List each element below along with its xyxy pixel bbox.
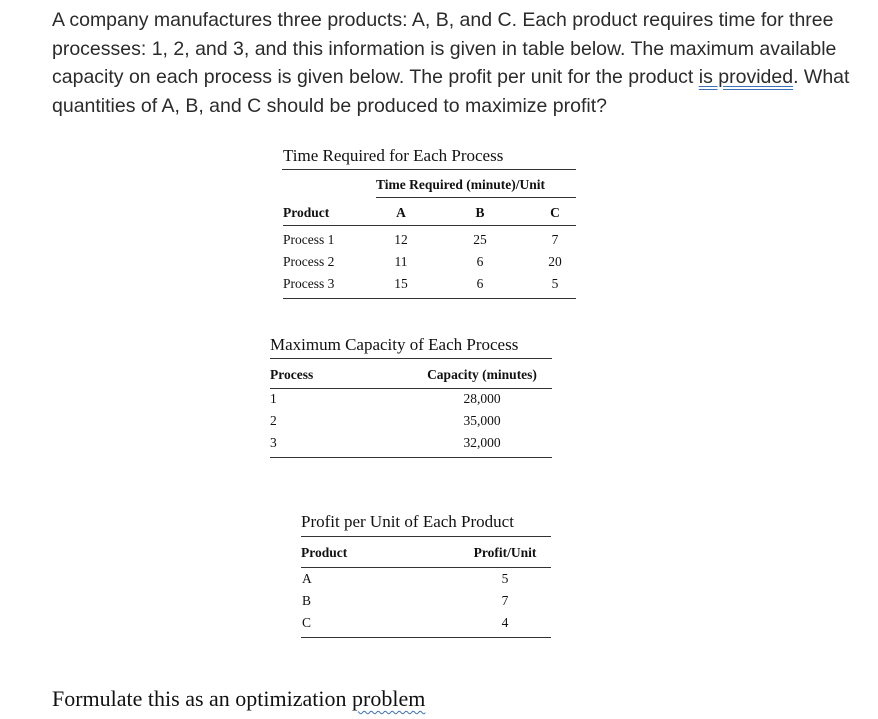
capacity-table-value: 28,000 xyxy=(463,391,501,406)
time-table-process-2: Process 2 xyxy=(283,254,335,269)
profit-table-product: B xyxy=(302,593,312,608)
capacity-table-bottom-rule xyxy=(270,457,552,458)
profit-table-product: A xyxy=(302,571,312,586)
table-row xyxy=(283,254,576,276)
time-table-process-1: Process 1 xyxy=(283,232,335,247)
profit-table-value: 5 xyxy=(501,571,509,586)
time-table-title: Time Required for Each Process xyxy=(283,146,504,165)
time-table-bottom-rule xyxy=(283,298,576,299)
capacity-table-header-process: Process xyxy=(270,367,314,382)
time-table-cell: 5 xyxy=(551,276,559,291)
profit-table-header-product: Product xyxy=(301,545,348,560)
time-table-group-header-row xyxy=(283,170,576,197)
problem-statement xyxy=(52,6,852,120)
table-row xyxy=(301,615,551,637)
capacity-table-header-capacity: Capacity (minutes) xyxy=(427,367,537,382)
capacity-table-process: 2 xyxy=(270,413,277,428)
time-table-cell: 11 xyxy=(394,254,408,269)
time-table-header-a: A xyxy=(396,205,406,220)
table-row xyxy=(301,593,551,615)
time-table-cell: 15 xyxy=(394,276,408,291)
profit-table-value: 4 xyxy=(501,615,509,630)
problem-text-1: A company manufactures three products: A, B, and C. Each product requires time for three processes: 1, 2, and 3, and this information is given in table below. The maximum available capacity on each process is given below. The profit per unit for the product xyxy=(52,9,837,88)
table-row xyxy=(270,435,552,457)
capacity-table-process: 1 xyxy=(270,391,277,406)
profit-table-product: C xyxy=(302,615,312,630)
time-table-group-header: Time Required (minute)/Unit xyxy=(376,177,546,192)
formulation-prompt-flagged-word: problem xyxy=(352,686,426,711)
capacity-table-title: Maximum Capacity of Each Process xyxy=(270,335,519,354)
problem-text-flagged: is provided xyxy=(698,66,794,88)
time-table-cell: 6 xyxy=(476,276,484,291)
capacity-table-header-row xyxy=(270,359,552,388)
formulation-prompt xyxy=(52,686,425,712)
profit-table-header-row xyxy=(301,537,551,567)
profit-table-title: Profit per Unit of Each Product xyxy=(301,512,514,531)
problem-text-2: . What quantities of A, B, and C should be produced to maximize profit? xyxy=(52,66,850,117)
profit-table-bottom-rule xyxy=(301,637,551,638)
profit-table-value: 7 xyxy=(501,593,509,608)
capacity-table-value: 35,000 xyxy=(463,413,501,428)
time-table-cell: 12 xyxy=(394,232,408,247)
time-table-header-product: Product xyxy=(283,205,330,220)
time-required-table xyxy=(283,145,576,299)
capacity-table-value: 32,000 xyxy=(463,435,501,450)
capacity-table xyxy=(270,333,552,458)
capacity-table-process: 3 xyxy=(270,435,277,450)
time-table-cell: 20 xyxy=(548,254,562,269)
formulation-prompt-text: Formulate this as an optimization xyxy=(52,686,353,711)
profit-table-header-profit: Profit/Unit xyxy=(473,545,537,560)
time-table-cell: 6 xyxy=(476,254,484,269)
table-row xyxy=(283,276,576,298)
time-table-header-c: C xyxy=(550,205,560,220)
time-table-header-b: B xyxy=(475,205,485,220)
table-row xyxy=(301,571,551,593)
time-table-header-row xyxy=(283,198,576,225)
table-row xyxy=(283,232,576,254)
time-table-cell: 25 xyxy=(473,232,487,247)
table-row xyxy=(270,391,552,413)
profit-table xyxy=(301,509,551,638)
time-table-cell: 7 xyxy=(551,232,559,247)
table-row xyxy=(270,413,552,435)
time-table-process-3: Process 3 xyxy=(283,276,335,291)
